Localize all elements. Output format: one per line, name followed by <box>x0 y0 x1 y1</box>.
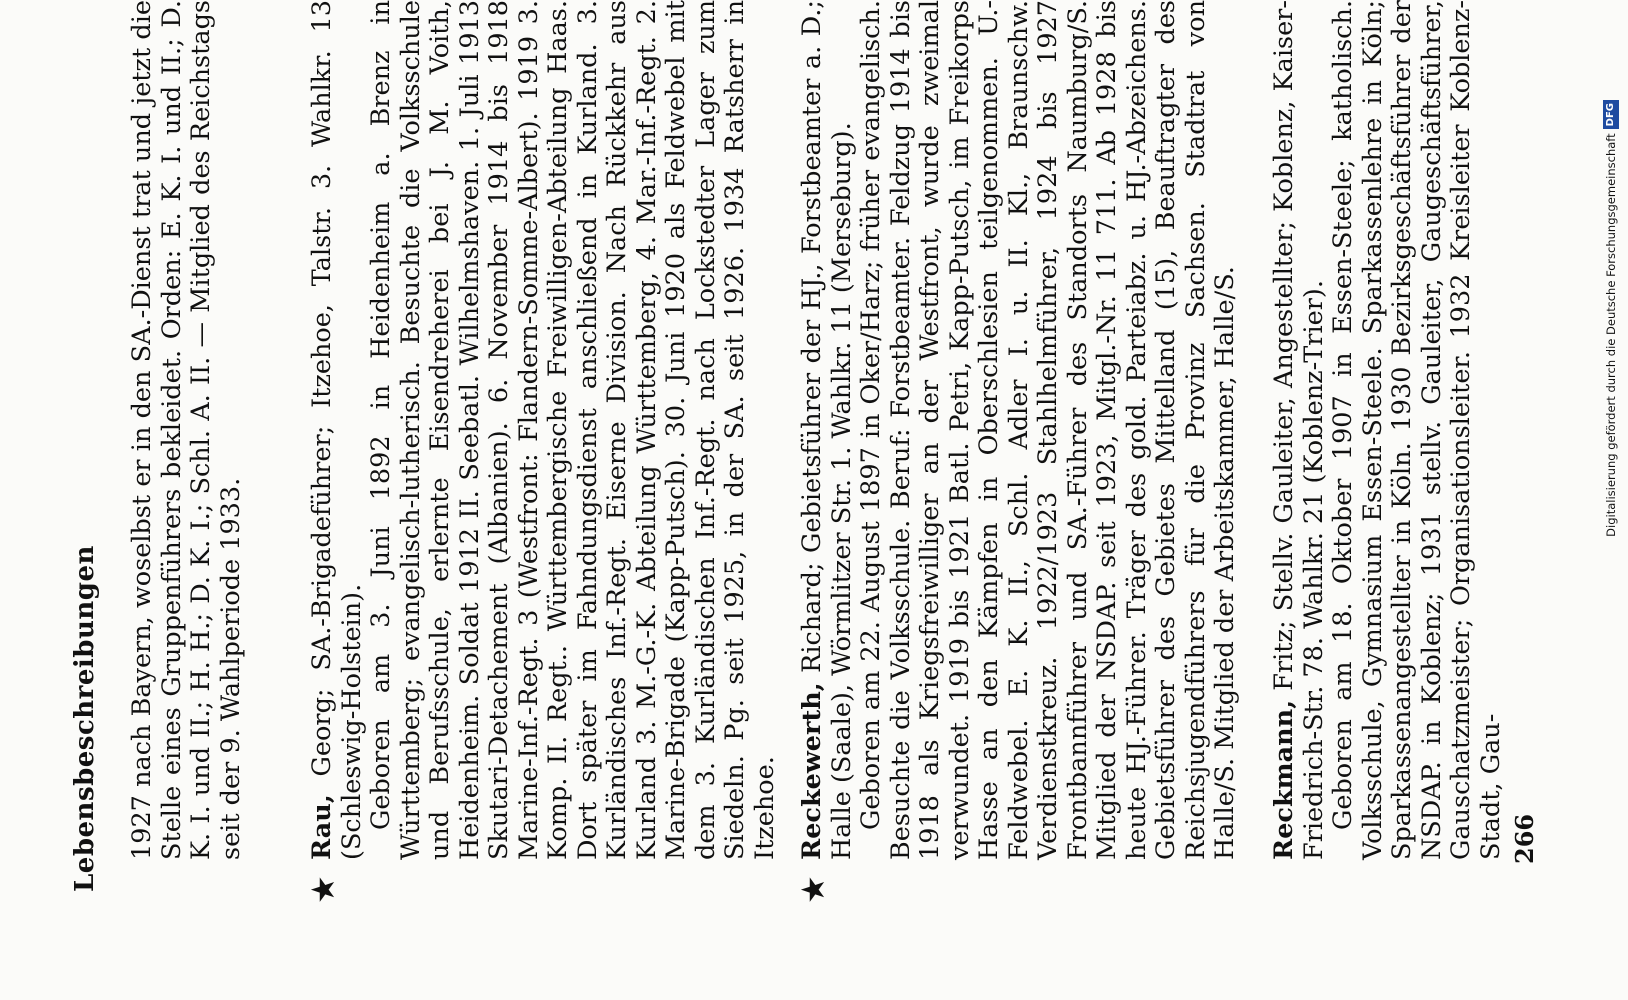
entry-reckewerth <box>794 0 1241 904</box>
rotated-page-content <box>70 0 1610 904</box>
digitization-note: Digitalisierung gefördert durch die Deutsche Forschungsgemeinschaft <box>1604 133 1618 537</box>
star-icon: ★ <box>304 875 342 904</box>
entry-header-text: Fritz; Stellv. Gauleiter, Angestellter; Koblenz, Kaiser-Friedrich-Str. 78. Wahlkr. 21 (Koblenz-Trier). <box>1269 0 1329 860</box>
entry-name: Reckewerth, <box>797 682 827 860</box>
entry-name: Rau, <box>307 794 337 860</box>
entry-continuation <box>128 0 246 860</box>
digitization-footer <box>1600 100 1622 1000</box>
entry-bio: Geboren am 18. Oktober 1907 in Essen-Steele; katholisch. Volksschule, Gymnasium Essen-Steele. Sparkassenlehre in Köln; Sparkassenangestellter in Köln. 1930 Bezirksgeschäftsführer der NSDAP. in Koblenz; 1931 stellv. Gauleiter, Gaugeschäftsführer, Gauschatzmeister; Organisationsleiter. 1932 Kreisleiter Koblenz-Stadt, Gau- <box>1328 0 1506 860</box>
entry-name: Reckmann, <box>1269 699 1299 860</box>
entry-reckmann <box>1270 0 1506 860</box>
dfg-logo-icon: DFG <box>1603 100 1619 129</box>
entry-bio: Geboren am 22. August 1897 in Oker/Harz; früher evangelisch. Besuchte die Volksschule. Beruf: Forstbeamter. Feldzug 1914 bis 1918 als Kriegsfreiwilliger an der Westfront, wurde zweimal verwundet. 1919 bis 1921 Batl. Petri, Kapp-Putsch, im Freikorps Hasse an den Kämpfen in Oberschlesien teilgenommen. U.-Feldwebel. E. K. II., Schl. Adler I. u. II. Kl., Braunschw. Verdienstkreuz. 1922/1923 Stahlhelmführer, 1924 bis 1927 Frontbannführer und SA.-Führer des Standorts Naumburg/S. Mitglied der NSDAP. seit 1923, Mitgl.-Nr. 11 711. Ab 1928 bis heute HJ.-Führer. Träger des gold. Parteiabz. u. HJ.-Abzeichens. Gebietsführer des Gebietes Mittelland (15), Beauftragter des Reichsjugendführers für die Provinz Sachsen. Stadtrat von Halle/S. Mitglied der Arbeitskammer, Halle/S. <box>856 0 1240 860</box>
entry-bio: Geboren am 3. Juni 1892 in Heidenheim a. Brenz in Württemberg; evangelisch-lutherisch. Besuchte die Volksschule und Berufsschule, erlernte Eisendreherei bei J. M. Voith, Heidenheim. Soldat 1912 II. Seebatl. Wilhelmshaven. 1. Juli 1913 Skutari-Detachement (Albanien). 6. November 1914 bis 1918 Marine-Inf.-Regt. 3 (Westfront: Flandern-Somme-Albert). 1919 3. Komp. II. Regt.. Württembergische Freiwilligen-Abteilung Haas. Dort später im Fahndungsdienst anschließend in Kurland. 3. Kurländisches Inf.-Regt. Eiserne Division. Nach Rückkehr aus Kurland 3. M.-G.-K. Abteilung Württemberg, 4. Mar.-Inf.-Regt. 2. Marine-Brigade (Kapp-Putsch). 30. Juni 1920 als Feldwebel mit dem 3. Kurländischen Inf.-Regt. nach Lockstedter Lager zum Siedeln. Pg. seit 1925, in der SA. seit 1926. 1934 Ratsherr in Itzehoe. <box>366 0 780 860</box>
entry-header <box>798 0 857 860</box>
entry-header-text: Richard; Gebietsführer der HJ., Forstbeamter a. D.; Halle (Saale), Wörmlitzer Str. 1. Wahlkr. 11 (Merseburg). <box>797 0 857 860</box>
star-icon: ★ <box>794 875 832 904</box>
continuation-text: 1927 nach Bayern, woselbst er in den SA.-Dienst trat und jetzt die Stelle eines Gruppenführers bekleidet. Orden: E. K. I. und II.; D. K. I. und II.; H. H.; D. K. I.; Schl. A. II. — Mitglied des Reichstags seit der 9. Wahlperiode 1933. <box>127 0 246 860</box>
running-head: Lebensbeschreibungen <box>70 545 100 892</box>
entry-header-text: Georg; SA.-Brigadeführer; Itzehoe, Talstr. 3. Wahlkr. 13 (Schleswig-Holstein). <box>307 0 367 860</box>
entry-header <box>1270 0 1329 860</box>
entry-rau <box>304 0 780 904</box>
page-number: 266 <box>1510 813 1539 864</box>
entry-header <box>308 0 367 860</box>
